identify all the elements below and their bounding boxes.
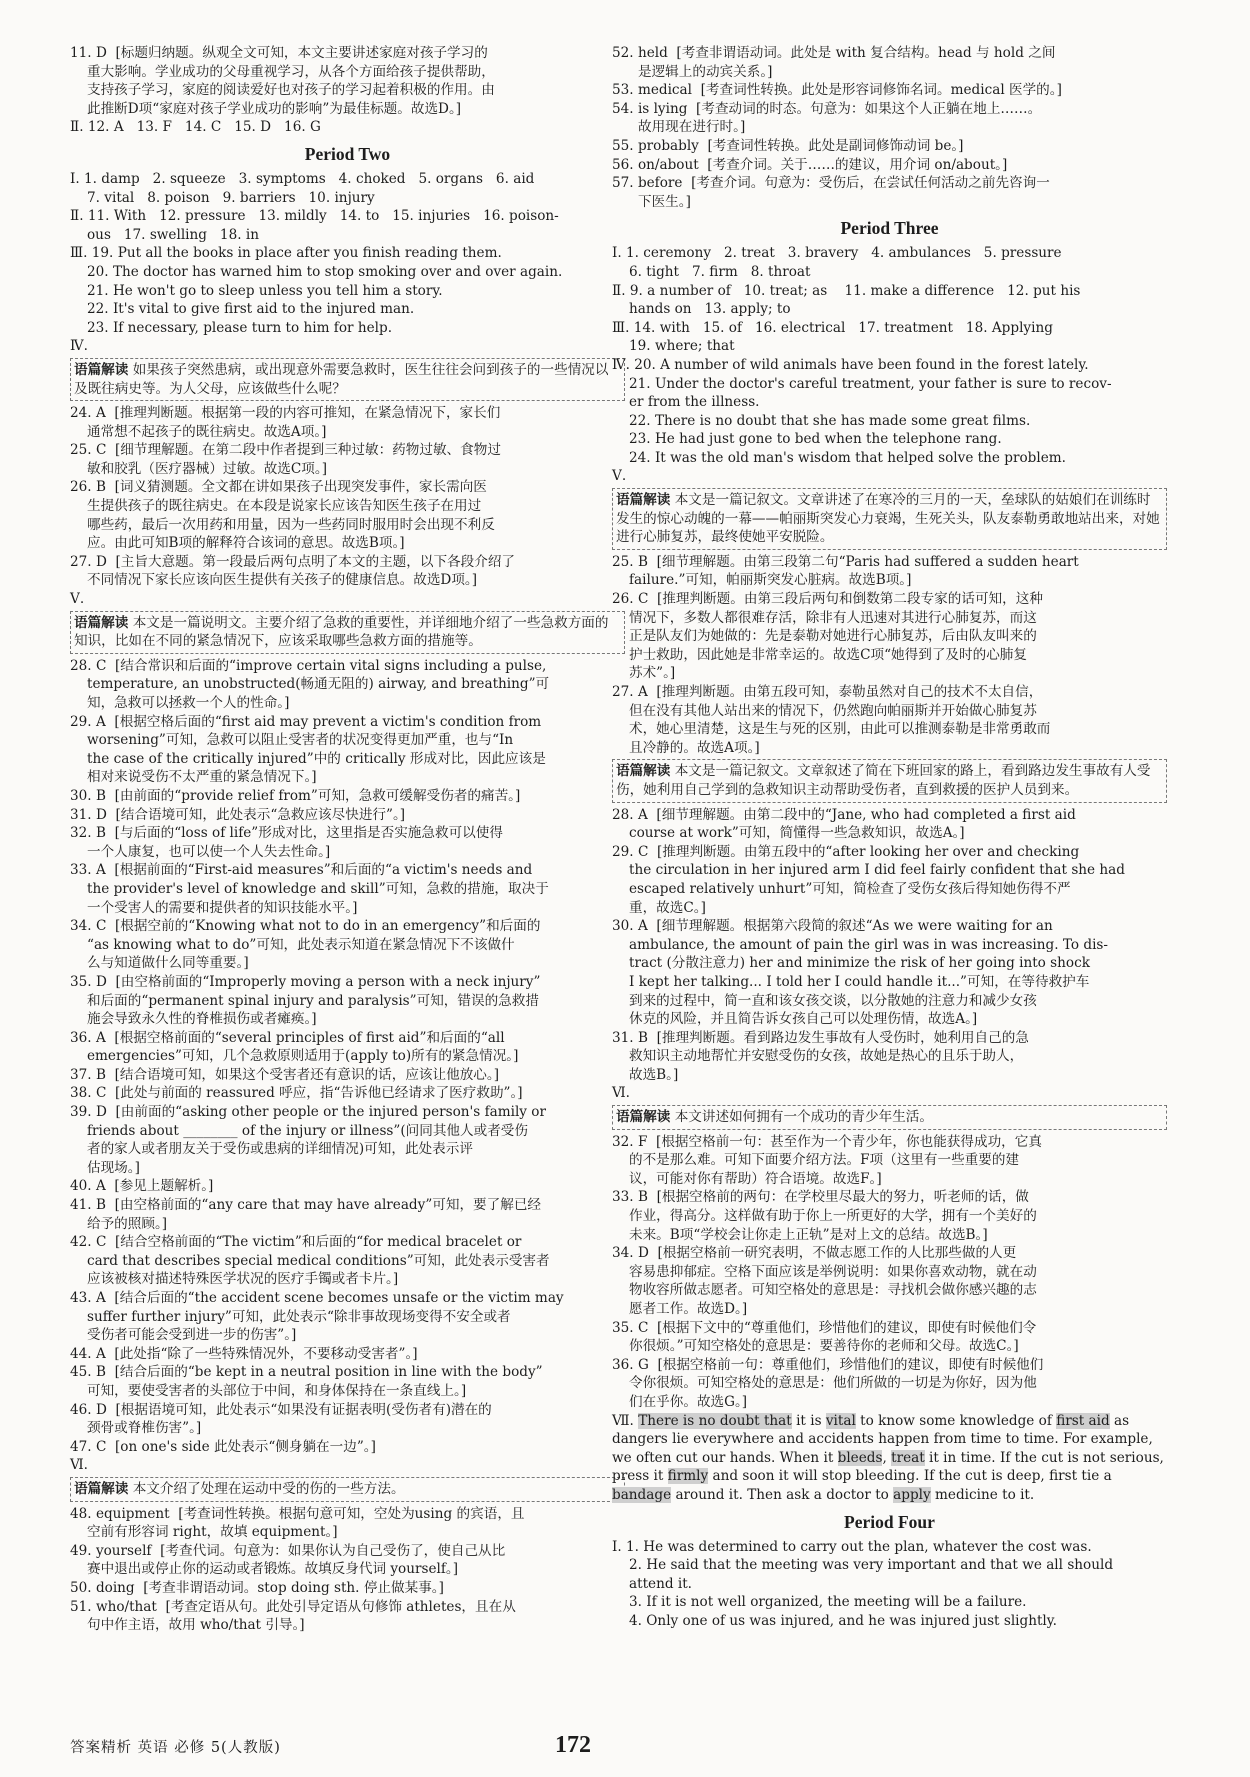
answer-line: 25. B [细节理解题。由第三段第二句“Paris had suffered a sudden heart [612, 553, 1079, 570]
answer-line: 且冷静的。故选A项。] [629, 739, 760, 756]
answer-line: 32. B [与后面的“loss of life”形成对比，这里指是否实施急救可以使得 [70, 825, 503, 842]
answer-line: 6. tight 7. firm 8. throat [629, 263, 811, 280]
answer-line: 应。由此可知B项的解释符合该词的意思。故选B项。] [87, 535, 405, 552]
answer-line: 令你很烦。可知空格处的意思是：他们所做的一切是为你好，因为他 [629, 1375, 1037, 1392]
summary-text: 本文是一篇记叙文。文章叙述了简在下班回家的路上，看到路边发生事故有人受伤，她利用自己学到的急救知识主动帮助受伤者，直到救援的医护人员到来。 [616, 763, 1151, 798]
highlight-word: treat [891, 1449, 925, 1466]
highlight-phrase: first aid [1056, 1412, 1110, 1429]
answer-line: friends about ________ of the injury or illness”(问同其他人或者受伤 [87, 1122, 528, 1139]
answer-line: Ⅵ. [70, 1457, 88, 1474]
highlight-word: bandage [612, 1486, 672, 1503]
period-heading: Period Two [304, 143, 391, 164]
answer-line: 知，急救可以拯救一个人的性命。] [87, 695, 290, 711]
answer-line: 36. G [根据空格前一句：尊重他们，珍惜他们的建议，即使有时候他们 [612, 1356, 1044, 1373]
answer-line: 4. Only one of us was injured, and he was injured just slightly. [629, 1612, 1057, 1629]
answer-line: 26. B [词义猜测题。全文都在讲如果孩子出现突发事件，家长需向医 [70, 479, 487, 496]
answer-line: temperature, an unobstructed(畅通无阻的) airway, and breathing”可 [87, 676, 550, 693]
answer-line: 可知，要使受害者的头部位于中间，和身体保持在一条直线上。] [87, 1382, 467, 1399]
highlight-phrase: There is no doubt that [638, 1412, 792, 1429]
passage-text: , [882, 1449, 892, 1466]
answer-line: the circulation in her injured arm I did feel fairly confident that she had [629, 862, 1125, 879]
answer-line: hands on 13. apply; to [629, 301, 791, 318]
answer-line: 议，可能对你有帮助）符合语境。故选F。] [629, 1170, 882, 1187]
answer-line: 苏术”。] [629, 665, 676, 682]
answer-line: 25. C [细节理解题。在第二段中作者提到三种过敏：药物过敏、食物过 [70, 442, 501, 459]
answer-line: 你很烦。”可知空格处的意思是：要善待你的老师和父母。故选C。] [629, 1338, 1019, 1355]
answer-line: 不同情况下家长应该向医生提供有关孩子的健康信息。故选D项。] [87, 572, 478, 589]
answer-line: 未来。B项“学校会让你走上正轨”是对上文的总结。故选B。] [629, 1226, 988, 1243]
answer-line: 29. A [根据空格后面的“first aid may prevent a victim's condition from [70, 713, 542, 730]
answer-line: 29. C [推理判断题。由第五段中的“after looking her over and checking [612, 843, 1080, 860]
answer-line: 休克的风险，并且简告诉女孩自己可以处理伤情，故选A。] [629, 1011, 978, 1028]
answer-line: 52. held [考查非谓语动词。此处是 with 复合结构。head 与 hold 之间 [612, 45, 1056, 61]
answer-line: er from the illness. [629, 394, 760, 411]
answer-line: 愿者工作。故选D。] [629, 1301, 748, 1317]
answer-line: 哪些药，最后一次用药和用量，因为一些药同时服用时会出现不利反 [87, 516, 495, 533]
answer-line: 3. If it is not well organized, the meeting will be a failure. [629, 1594, 1027, 1611]
answer-line: 27. A [推理判断题。由第五段可知，泰勒虽然对自己的技术不太自信， [612, 684, 1043, 700]
highlight-word: bleeds [837, 1449, 883, 1466]
summary-label: 语篇解读 [616, 492, 671, 509]
answer-line: 33. B [根据空格前的两句：在学校里尽最大的努力，听老师的话，做 [612, 1189, 1029, 1206]
summary-text: 本文是一篇记叙文。文章讲述了在寒冷的三月的一天，垒球队的姑娘们在训练时发生的惊心动魄的一幕——帕丽斯突发心力衰竭，生死关头，队友泰勒勇敢地站出来，对她进行心肺复苏，最终使她平安脱险。 [616, 492, 1160, 546]
answer-line: 施会导致永久性的脊椎损伤或者瘫痪。] [87, 1011, 317, 1028]
answer-line: 是逻辑上的动宾关系。] [638, 63, 773, 80]
answer-line: 者的家人或者朋友关于受伤或患病的详细情况)可知，此处表示评 [87, 1141, 473, 1158]
summary-text: 本文介绍了处理在运动中受的伤的一些方法。 [128, 1480, 405, 1497]
answer-line: 40. A [参见上题解析。] [70, 1178, 214, 1195]
answer-line: 一个人康复，也可以使一个人失去性命。] [87, 843, 331, 860]
answer-line: 敏和胶乳（医疗器械）过敏。故选C项。] [87, 460, 327, 477]
answer-line: 此推断D项“家庭对孩子学业成功的影响”为最佳标题。故选D。] [87, 100, 462, 117]
answer-line: 重大影响。学业成功的父母重视学习，从各个方面给孩子提供帮助， [87, 63, 495, 80]
answer-line: 应该被核对描述特殊医学状况的医疗手镯或者卡片。] [87, 1271, 399, 1288]
section-number: Ⅶ. [612, 1412, 634, 1429]
passage-text: and soon it will stop bleeding. If the cut is deep, first tie a [708, 1468, 1112, 1485]
answer-line: 正是队友们为她做的：先是泰勒对她进行心肺复苏，后由队友叫来的 [629, 628, 1037, 645]
answer-line: 47. C [on one's side 此处表示“侧身躺在一边”。] [70, 1438, 376, 1455]
answer-line: 51. who/that [考查定语从句。此处引导定语从句修饰 athletes，且在从 [70, 1598, 516, 1615]
answer-line: failure.”可知，帕丽斯突发心脏病。故选B项。] [629, 572, 912, 589]
answer-line: 34. D [根据空格前一研究表明，不做志愿工作的人比那些做的人更 [612, 1245, 1017, 1262]
answer-line: 43. A [结合后面的“the accident scene becomes unsafe or the victim may [70, 1290, 564, 1306]
passage-summary-box [612, 488, 1167, 550]
answer-line: card that describes special medical conditions”可知，此处表示受害者 [87, 1252, 550, 1269]
period-heading: Period Four [844, 1511, 935, 1532]
answer-line: 到来的过程中，简一直和该女孩交谈，以分散她的注意力和减少女孩 [629, 992, 1037, 1009]
answer-line: 物收容所做志愿者。可知空格处的意思是：寻找机会做你感兴趣的志 [629, 1282, 1037, 1299]
answer-line: 句中作主语，故用 who/that 引导。] [87, 1617, 305, 1634]
summary-label: 语篇解读 [616, 763, 671, 780]
answer-line: 55. probably [考查词性转换。此处是副词修饰动词 be。] [612, 137, 964, 154]
answer-line: 22. There is no doubt that she has made some great films. [629, 412, 1031, 429]
answer-line: 50. doing [考查非谓语动词。stop doing sth. 停止做某事。] [70, 1579, 444, 1596]
answer-line: course at work”可知，简懂得一些急救知识，故选A。] [629, 825, 965, 842]
answer-line: 31. B [推理判断题。看到路边发生事故有人受伤时，她利用自己的急 [612, 1029, 1029, 1046]
answer-line: 故用现在进行时。] [638, 119, 746, 136]
summary-text: 如果孩子突然患病，或出现意外需要急救时，医生往往会问到孩子的一些情况以及既往病史等。为人父母，应该做些什么呢？ [74, 361, 609, 397]
answer-line: 20. The doctor has warned him to stop smoking over and over again. [87, 263, 563, 280]
answer-line: 情况下，多数人都很难存活，除非有人迅速对其进行心肺复苏，而这 [629, 609, 1037, 626]
answer-line: “as knowing what to do”可知，此处表示知道在紧急情况下不该做什 [87, 936, 515, 953]
answer-line: 49. yourself [考查代词。句意为：如果你认为自己受伤了，使自己从比 [70, 1542, 506, 1559]
answer-line: 重，故选C。] [629, 899, 706, 916]
answer-line: the provider's level of knowledge and skill”可知，急救的措施，取决于 [87, 880, 549, 897]
answer-line: 容易患抑郁症。空格下面应该是举例说明：如果你喜欢动物，就在动 [629, 1263, 1037, 1280]
answer-line: 57. before [考查介词。句意为：受伤后，在尝试任何活动之前先咨询一 [612, 175, 1050, 192]
answer-line: 28. A [细节理解题。由第二段中的“Jane, who had completed a first aid [612, 806, 1076, 823]
page-number: 172 [555, 1732, 591, 1758]
left-column [70, 44, 625, 1635]
highlight-word: vital [825, 1412, 856, 1429]
answer-line: ous 17. swelling 18. in [87, 226, 259, 243]
answer-line: 34. C [根据空前的“Knowing what not to do in an emergency”和后面的 [70, 918, 541, 935]
answer-line: 27. D [主旨大意题。第一段最后两句点明了本文的主题，以下各段介绍了 [70, 553, 516, 570]
answer-line: 44. A [此处指“除了一些特殊情况外，不要移动受害者”。] [70, 1345, 418, 1362]
answer-line: 24. It was the old man's wisdom that helped solve the problem. [629, 449, 1066, 466]
period-heading: Period Three [840, 218, 939, 239]
answer-line: 颈骨或脊椎伤害”。] [87, 1420, 202, 1437]
answer-line: 26. C [推理判断题。由第三段后两句和倒数第二段专家的话可知，这种 [612, 591, 1043, 608]
answer-line: 作业，得高分。这样做有助于你上一所更好的大学，拥有一个美好的 [629, 1208, 1037, 1225]
answer-line: worsening”可知，急救可以阻止受害者的状况变得更加严重，也与“In [87, 732, 514, 749]
answer-line: 的不是那么难。可知下面要介绍方法。F项（这里有一些重要的建 [629, 1152, 1020, 1169]
answer-line: 一个受害人的需要和提供者的知识技能水平。] [87, 899, 358, 916]
answer-line: 41. B [由空格前面的“any care that may have already”可知，要了解已经 [70, 1197, 542, 1214]
answer-line: 11. D [标题归纳题。纵观全文可知，本文主要讲述家庭对孩子学习的 [70, 45, 488, 61]
highlight-word: firmly [667, 1468, 709, 1485]
answer-line: 2. He said that the meeting was very important and that we all should [629, 1557, 1114, 1574]
answer-line: the case of the critically injured”中的 critically 形成对比，因此应该是 [87, 750, 546, 767]
answer-line: 38. C [此处与前面的 reassured 呼应，指“告诉他已经请求了医疗救助”。] [70, 1085, 523, 1102]
answer-line: I kept her talking... I told her I could handle it...”可知，在等待救护车 [629, 973, 1090, 990]
answer-line: suffer further injury”可知，此处表示“除非事故现场变得不安全或者 [87, 1308, 511, 1325]
answer-line: Ⅲ. 14. with 15. of 16. electrical 17. treatment 18. Applying [612, 319, 1053, 336]
passage-summary-box [612, 1105, 1167, 1130]
answer-line: 21. He won't go to sleep unless you tell him a story. [87, 282, 443, 299]
answer-line: 30. A [细节理解题。根据第六段简的叙述“As we were waiting for an [612, 918, 1053, 935]
summary-text: 本文讲述如何拥有一个成功的青少年生活。 [670, 1109, 933, 1126]
answer-line: 30. B [由前面的“provide relief from”可知，急救可缓解受伤者的痛苦。] [70, 787, 521, 804]
summary-text: 本文是一篇说明文。主要介绍了急救的重要性，并详细地介绍了一些急救方面的知识，比如在不同的紧急情况下，应该采取哪些急救方面的措施等。 [74, 614, 609, 650]
answer-line: 28. C [结合常识和后面的“improve certain vital signs including a pulse, [70, 657, 547, 674]
passage-text: it in time. If the cut is not serious, press it [612, 1449, 1164, 1485]
answer-line: Ⅰ. 1. damp 2. squeeze 3. symptoms 4. choked 5. organs 6. aid [70, 170, 535, 187]
answer-line: emergencies”可知，几个急救原则适用于(apply to)所有的紧急情况。] [87, 1048, 519, 1065]
answer-line: Ⅲ. 19. Put all the books in place after you finish reading them. [70, 245, 502, 262]
answer-line: 56. on/about [考查介词。关于……的建议，用介词 on/about。] [612, 156, 1008, 173]
answer-line: Ⅴ. [70, 591, 85, 608]
answer-line: 33. A [根据前面的“First-aid measures”和后面的“a victim's needs and [70, 862, 533, 879]
summary-label: 语篇解读 [74, 361, 129, 378]
answer-line: 么与知道做什么同等重要。] [87, 955, 249, 972]
answer-line: 护士救助，因此她是非常幸运的。故选C项“她得到了及时的心肺复 [629, 646, 1027, 663]
answer-line: 赛中退出或停止你的运动或者锻炼。故填反身代词 yourself。] [87, 1561, 458, 1578]
answer-line: 24. A [推理判断题。根据第一段的内容可推知，在紧急情况下，家长们 [70, 405, 501, 422]
answer-line: Ⅳ. [70, 338, 88, 355]
answer-line: 22. It's vital to give first aid to the injured man. [87, 301, 415, 318]
answer-line: ambulance, the amount of pain the girl was in was increasing. To dis- [629, 936, 1108, 953]
answer-line: 32. F [根据空格前一句：甚至作为一个青少年，你也能获得成功，它真 [612, 1133, 1042, 1150]
answer-line: 53. medical [考查词性转换。此处是形容词修饰名词。medical 医学的。] [612, 82, 1062, 99]
answer-line: Ⅰ. 1. ceremony 2. treat 3. bravery 4. ambulances 5. pressure [612, 245, 1062, 262]
answer-line: 救知识主动地帮忙并安慰受伤的女孩，故她是热心的且乐于助人， [629, 1048, 1024, 1065]
answer-line: 估现场。] [87, 1159, 140, 1176]
answer-line: 相对来说受伤不太严重的紧急情况下。] [87, 769, 317, 786]
answer-line: 42. C [结合空格前面的“The victim”和后面的“for medical bracelet or [70, 1234, 522, 1251]
answer-line: 39. D [由前面的“asking other people or the injured person's family or [70, 1104, 546, 1121]
answer-line: 生提供孩子的既往病史。在本段是说家长应该告知医生孩子在用过 [87, 498, 482, 515]
answer-line: 故选B。] [629, 1066, 679, 1083]
answer-line: 但在没有其他人站出来的情况下，仍然跑向帕丽斯并开始做心肺复苏 [629, 702, 1037, 719]
answer-line: tract (分散注意力) her and minimize the risk of her going into shock [629, 955, 1090, 972]
answer-line: 48. equipment [考查词性转换。根据句意可知，空处为using 的宾语，且 [70, 1505, 525, 1522]
answer-line: Ⅳ. 20. A number of wild animals have been found in the forest lately. [612, 356, 1089, 373]
answer-line: 7. vital 8. poison 9. barriers 10. injury [87, 189, 375, 206]
passage-summary-box [70, 358, 625, 401]
answer-line: 们在乎你。故选G。] [629, 1393, 748, 1410]
passage-text: around it. Then ask a doctor to [671, 1486, 894, 1503]
answer-line: 术，她心里清楚，这是生与死的区别，由此可以推测泰勒是非常勇敢而 [629, 721, 1051, 738]
answer-line: 46. D [根据语境可知，此处表示“如果没有证据表明(受伤者有)潜在的 [70, 1401, 492, 1418]
right-column [612, 44, 1167, 1631]
answer-line: 和后面的“permanent spinal injury and paralysis”可知，错误的急救措 [87, 992, 539, 1009]
answer-line: 45. B [结合后面的“be kept in a neutral position in line with the body” [70, 1364, 543, 1381]
answer-line: Ⅱ. 11. With 12. pressure 13. mildly 14. to 15. injuries 16. poison- [70, 208, 559, 225]
answer-line: 受伤者可能会受到进一步的伤害”。] [87, 1327, 297, 1344]
answer-line: 23. He had just gone to bed when the telephone rang. [629, 431, 1002, 448]
answer-line: 35. C [根据下文中的“尊重他们，珍惜他们的建议，即使有时候他们令 [612, 1319, 1037, 1336]
answer-line: attend it. [629, 1575, 692, 1592]
answer-line: escaped relatively unhurt”可知，简检查了受伤女孩后得知她伤得不严 [629, 880, 1071, 897]
answer-line: 给予的照顾。] [87, 1215, 168, 1232]
answer-line: Ⅵ. [612, 1085, 630, 1102]
passage-text: to know some knowledge of [855, 1412, 1057, 1429]
answer-line: 23. If necessary, please turn to him for help. [87, 319, 393, 336]
answer-line: 支持孩子学习，家庭的阅读爱好也对孩子的学习起着积极的作用。由 [87, 82, 495, 99]
answer-line: Ⅱ. 12. A 13. F 14. C 15. D 16. G [70, 119, 321, 136]
summary-label: 语篇解读 [74, 614, 129, 631]
passage-text: medicine to it. [930, 1486, 1035, 1503]
passage-summary-box [612, 759, 1167, 802]
answer-line: 19. where; that [629, 338, 735, 355]
page-footer [70, 1732, 1180, 1762]
answer-line: 31. D [结合语境可知，此处表示“急救应该尽快进行”。] [70, 806, 406, 823]
passage-summary-box [70, 1477, 625, 1502]
passage-text: it is [791, 1412, 826, 1429]
answer-line: 35. D [由空格前面的“Improperly moving a person with a neck injury” [70, 973, 541, 990]
answer-line: Ⅱ. 9. a number of 10. treat; as 11. make a difference 12. put his [612, 282, 1081, 299]
answer-line: 54. is lying [考查动词的时态。句意为：如果这个人正躺在地上……。 [612, 100, 1042, 117]
answer-line: Ⅴ. [612, 468, 627, 485]
summary-label: 语篇解读 [74, 1480, 129, 1497]
answer-line: Ⅰ. 1. He was determined to carry out the plan, whatever the cost was. [612, 1538, 1092, 1555]
passage-summary-box [70, 611, 625, 654]
summary-label: 语篇解读 [616, 1109, 671, 1126]
passage-text: as dangers lie everywhere and accidents happen from time to time. For example, we often cut our hands. When it [612, 1412, 1153, 1466]
answer-line: 21. Under the doctor's careful treatment, your father is sure to recov- [629, 375, 1112, 392]
highlight-word: apply [893, 1486, 931, 1503]
answer-line: 通常想不起孩子的既往病史。故选A项。] [87, 423, 327, 440]
answer-line: 空前有形容词 right，故填 equipment。] [87, 1524, 338, 1541]
writing-passage [612, 1412, 1167, 1505]
answer-line: 37. B [结合语境可知，如果这个受害者还有意识的话，应该让他放心。] [70, 1066, 500, 1083]
footer-label: 答案精析 英语 必修 5(人教版) [70, 1740, 281, 1756]
answer-line: 36. A [根据空格前面的“several principles of first aid”和后面的“all [70, 1029, 505, 1046]
answer-line: 下医生。] [638, 193, 691, 210]
